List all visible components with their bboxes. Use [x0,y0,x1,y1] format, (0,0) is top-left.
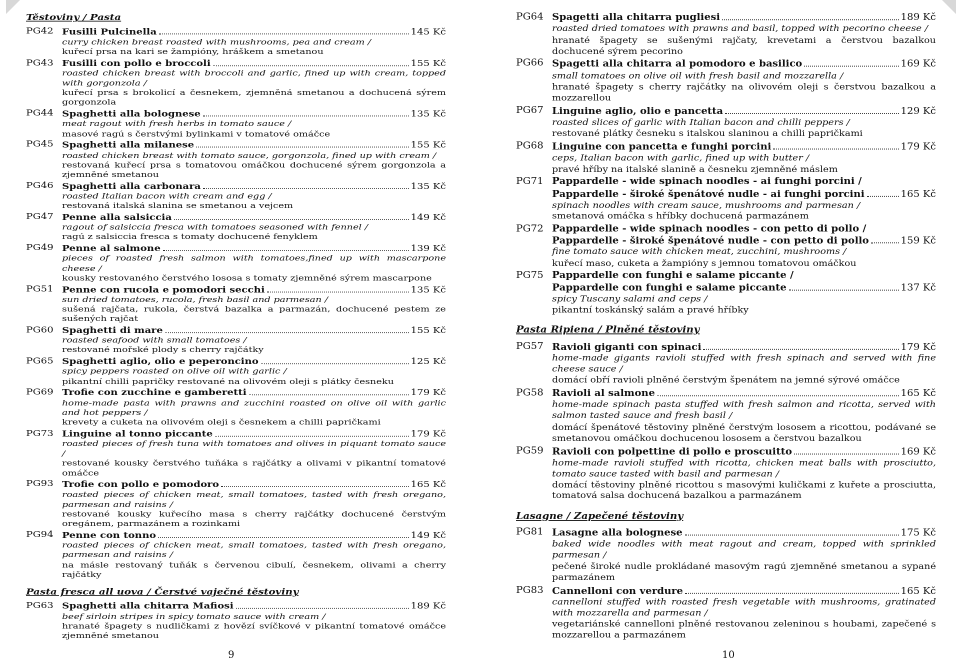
item-code: PG58 [516,387,544,398]
menu-item [516,388,936,445]
page-corner-fold [942,0,956,14]
right-page [496,0,956,669]
item-price: 145 Kč [410,28,446,37]
item-body [62,480,446,529]
leader-dots [794,446,899,454]
item-code: PG68 [516,141,544,152]
item-description-en: cannelloni stuffed with roasted fresh vegetable with mushrooms, gratinated with mozzarella and parmesan / [552,597,936,619]
item-body [552,388,936,445]
item-description-cz: restovaná italská slanina se smetanou a vejcem [62,201,294,211]
item-description-en: ceps, Italian bacon with garlic, fined up with butter / [552,153,810,164]
item-description-cz: kuřecí prsa na kari se žampióny, hráškem a smetanou [62,47,324,57]
leader-dots [804,59,898,67]
item-name: Fusilli con pollo e broccoli [62,59,211,69]
item-name: Cannelloni con verdure [552,586,684,597]
item-code: PG94 [26,530,54,540]
item-description-cz: restované kousky čerstvého tuňáka s rajčátky a olivami v pikantní tomatové omáčce [62,459,446,478]
item-body [62,285,446,325]
item-body [62,141,446,181]
item-description-cz: pikantní chilli papričky restované na olivovém oleji s plátky česneku [62,377,394,387]
item-heading [552,341,936,353]
menu-item [516,527,936,584]
item-code: PG81 [516,527,544,538]
menu-list-pasta-continued [516,12,936,316]
item-heading [62,429,446,440]
item-name: Lasagne alla bolognese [552,528,683,539]
item-code: PG72 [516,223,544,234]
item-heading [552,388,936,400]
item-price: 129 Kč [900,106,936,117]
item-price: 137 Kč [900,282,936,293]
item-name: Spagetti alla chitarra al pomodoro e basilico [552,59,803,70]
item-description-en: roasted dried tomatoes with prawns and basil, topped with pecorino cheese / [552,24,928,35]
item-heading [62,181,446,192]
item-heading [62,480,446,491]
item-price: 179 Kč [410,430,446,439]
item-description-cz: pečené široké nudle prokládané masovým ragú zjemněné smetanou a sypané parmazánem [552,561,936,583]
item-code: PG60 [26,325,54,335]
item-body [62,357,446,387]
item-code: PG64 [516,12,544,23]
leader-dots [725,106,899,114]
item-body [62,326,446,356]
leader-dots [685,585,899,593]
menu-item [26,59,446,108]
item-body [552,341,936,386]
item-description-en: roasted chicken breast with tomato sauce, gorgonzola, fined up with cream / [62,151,437,160]
item-description-cz: sušená rajčata, rukola, čerstvá bazalka a parmazán, dochucené pestem ze sušených rajčat [62,305,446,324]
leader-dots [249,388,409,395]
item-name: Spaghetti alla bolognese [62,110,201,119]
item-heading [552,59,936,71]
item-name: Pappardelle con funghi e salame piccante [552,282,787,293]
leader-dots [685,527,899,535]
item-price: 165 Kč [900,586,936,597]
item-price: 169 Kč [900,59,936,70]
leader-dots [159,27,409,34]
item-code: PG51 [26,284,54,294]
item-description-cz: krevety a cuketa na olivovém oleji s česnekem a chilli papričkami [62,418,381,428]
item-description-en: roasted chicken breast with broccoli and garlic, fined up with cream, topped with gorgonzola / [62,69,446,88]
page-number: 9 [228,650,235,661]
item-description-en: home-made ravioli stuffed with ricotta, chicken meat balls with prosciutto, tomato sauce tasted with basil and parmesan / [552,457,936,480]
item-description-cz: kuřecí maso, cuketa a žampióny s jemnou tomatovou omáčkou [552,258,857,269]
item-description-cz: restované kousky kuřecího masa s cherry rajčátky dochucené čerstvým oregánem, parmazánem a rozinkami [62,509,446,529]
item-name-en: Pappardelle - wide spinach noodles - ai funghi porcini / [552,176,862,188]
menu-item [26,602,446,642]
leader-dots [236,602,409,609]
item-description-cz: kuřecí prsa s brokolicí a česnekem, zjemněná smetanou a dochucená sýrem gorgonzola [62,88,446,108]
item-name: Spaghetti alla milanese [62,141,195,151]
leader-dots [867,188,899,196]
item-name: Spagetti alla chitarra pugliesi [552,12,721,23]
item-price: 175 Kč [900,528,936,539]
menu-item [516,177,936,223]
item-price: 165 Kč [410,480,446,490]
leader-dots [722,12,899,20]
item-code: PG75 [516,270,544,281]
leader-dots [657,388,899,396]
menu-item [26,181,446,211]
item-body [62,388,446,428]
menu-item [26,285,446,325]
item-name: Spaghetti di mare [62,326,163,336]
menu-item [26,27,446,57]
item-code: PG42 [26,27,54,37]
menu-item [26,141,446,181]
item-price: 179 Kč [410,389,446,398]
menu-item [26,531,446,580]
item-body [552,446,936,503]
item-description-en: home-made gigants ravioli stuffed with fresh spinach and served with fine cheese sauce / [552,353,936,375]
item-name: Ravioli al salmone [552,388,655,399]
item-price: 179 Kč [900,142,936,153]
leader-dots [871,235,899,243]
item-body [552,224,936,270]
item-body [552,106,936,140]
menu-item [516,341,936,386]
item-price: 149 Kč [410,531,446,541]
item-description-cz: hranaté špagety s nudličkami z hovězí svíčkové v pikantní tomatové omáčce zjemněné smetanou [62,622,446,641]
item-code: PG47 [26,212,54,222]
item-name: Trofie con zucchine e gamberetti [62,389,247,398]
item-price: 169 Kč [900,446,936,457]
item-body [552,177,936,223]
item-price: 149 Kč [410,213,446,223]
item-body [62,181,446,211]
item-description-en: home-made spinach pasta stuffed with fresh salmon and ricotta, served with salmon tasted sauce and fresh basil / [552,400,936,422]
item-name: Spaghetti alla chitarra Mafiosi [62,602,234,612]
item-heading [62,602,446,613]
item-description-en: sun dried tomatoes, rucola, fresh basil and parmesan / [62,295,328,305]
item-name: Linguine al tonno piccante [62,430,213,439]
menu-item [26,109,446,139]
item-price: 155 Kč [410,326,446,336]
item-code: PG71 [516,176,544,188]
item-heading [552,527,936,539]
item-description-cz: kousky restovaného čerstvého lososa s tomaty zjemněné sýrem mascarpone [62,273,432,283]
item-name: Linguine aglio, olio e pancetta [552,106,724,117]
item-description-cz: na másle restovaný tuňák s červenou cibulí, česnekem, olivami a cherry rajčátky [62,560,446,580]
page-number: 10 [722,650,735,661]
item-description-cz: masové ragú s čerstvými bylinkami v tomatové omáčce [62,129,331,139]
item-description-en: small tomatoes on olive oil with fresh basil and mozzarella / [552,70,844,81]
item-body [552,527,936,584]
item-body [62,213,446,243]
item-body [62,531,446,580]
item-name: Spaghetti aglio, olio e peperoncino [62,357,259,367]
item-heading [62,109,446,120]
item-body [62,27,446,57]
left-page [6,0,466,669]
item-body [62,602,446,642]
item-body [552,271,936,317]
item-description-en: beef sirloin stripes in spicy tomato sauce with cream / [62,612,326,622]
item-description-en: meat ragout with fresh herbs in tomato sauce / [62,119,292,129]
item-price: 189 Kč [410,602,446,612]
leader-dots [703,341,898,349]
item-description-en: pieces of roasted fresh salmon with tomatoes,fined up with mascarpone cheese / [62,254,446,274]
item-description-en: baked wide noodles with meat ragout and cream, topped with sprinkled parmesan / [552,539,936,561]
item-code: PG44 [26,109,54,119]
item-name: Spaghetti alla carbonara [62,182,201,192]
section-title-pasta: Těstoviny / Pasta [26,12,122,23]
item-code: PG66 [516,58,544,69]
menu-list-pasta [26,27,446,580]
menu-list-lasagne [516,527,936,641]
item-description-en: roasted pieces of fresh tuna with tomatoes and olives in piquant tomato sauce / [62,439,446,459]
item-name: Penne alla salsiccia [62,213,172,223]
menu-item [26,244,446,284]
leader-dots [213,59,409,66]
item-price: 135 Kč [410,285,446,295]
item-description-cz: pikantní toskánský salám a pravé hříbky [552,305,749,316]
item-price: 165 Kč [900,189,936,200]
item-body [552,12,936,57]
right-page-content [516,12,936,643]
menu-item [26,357,446,387]
item-body [62,429,446,478]
menu-list-pasta-ripiena [516,341,936,502]
item-description-en: roasted seafood with small tomatoes / [62,336,247,346]
item-price: 155 Kč [410,59,446,69]
item-description-en: curry chicken breast roasted with mushrooms, pea and cream / [62,37,372,47]
item-description-cz: hranaté špagety s cherry rajčátky na olivovém oleji s čerstvou bazalkou a mozzarellou [552,82,936,104]
item-price: 135 Kč [410,182,446,192]
menu-item [516,12,936,57]
item-name: Ravioli giganti con spinaci [552,342,702,353]
item-heading [552,235,936,247]
item-price: 139 Kč [410,244,446,254]
item-heading [552,188,936,200]
item-heading [552,12,936,24]
item-name: Ravioli con polpettine di pollo e proscuitto [552,446,793,457]
menu-item [516,224,936,270]
menu-item [26,480,446,529]
item-description-en: roasted pieces of chicken meat, small tomatoes, tasted with fresh oregano, parmesan and raisins / [62,541,446,560]
leader-dots [261,357,409,364]
item-description-en: spicy Tuscany salami and ceps / [552,294,708,305]
item-description-en: roasted pieces of chicken meat, small tomatoes, tasted with fresh oregano, parmesan and raisins / [62,490,446,510]
item-name: Trofie con pollo e pomodoro [62,480,220,490]
item-body [62,244,446,284]
item-description-cz: domácí těstoviny plněné ricottou s masovými kuličkami z kuřete a prosciutta, tomatová salsa dochucená bazalkou a parmazánem [552,480,936,502]
menu-item [516,585,936,642]
item-heading [552,446,936,458]
item-code: PG63 [26,601,54,611]
item-body [552,141,936,175]
menu-item [26,388,446,428]
item-price: 165 Kč [900,388,936,399]
item-body [62,109,446,139]
item-code: PG57 [516,341,544,352]
menu-item [26,213,446,243]
leader-dots [174,213,409,220]
item-heading [62,244,446,255]
item-description-cz: hranaté špagety se sušenými rajčaty, krevetami a čerstvou bazalkou dochucené sýrem pecorino [552,35,936,57]
leader-dots [196,141,408,148]
item-heading [62,285,446,296]
item-description-en: fine tomato sauce with chicken meat, zucchini, mushrooms / [552,247,847,258]
section-title-lasagne: Lasagne / Zapečené těstoviny [516,510,684,522]
left-page-content [26,12,446,643]
item-code: PG67 [516,105,544,116]
item-heading [62,141,446,152]
menu-item [516,271,936,317]
item-name: Penne al salmone [62,244,161,254]
leader-dots [789,282,899,290]
item-heading [62,27,446,38]
item-heading [62,326,446,337]
item-description-en: spicy peppers roasted on olive oil with garlic / [62,367,287,377]
leader-dots [158,531,409,538]
item-description-cz: pravé hříby na italské slanině a česneku zjemněné máslem [552,164,838,175]
item-heading [552,282,936,294]
item-name: Pappardelle - široké špenátové nudle - ai funghi porcini [552,189,865,200]
page-corner-fold [6,0,20,14]
item-description-cz: ragú z salsiccia fresca s tomaty dochucené fenyklem [62,233,318,242]
leader-dots [221,480,409,487]
item-name: Penne con tonno [62,531,157,541]
item-code: PG65 [26,357,54,366]
leader-dots [203,109,409,116]
leader-dots [163,244,409,251]
item-code: PG69 [26,388,54,398]
item-heading [552,141,936,153]
leader-dots [267,285,409,292]
item-heading [552,106,936,118]
item-code: PG43 [26,58,54,68]
item-heading [62,531,446,542]
item-heading [62,59,446,70]
item-description-en: spinach noodles with cream sauce, mushrooms and parmesan / [552,200,861,211]
menu-item [516,141,936,175]
item-heading [552,585,936,597]
item-price: 155 Kč [410,141,446,151]
menu-item [516,106,936,140]
item-code: PG93 [26,479,54,489]
leader-dots [773,141,898,149]
menu-item [26,326,446,356]
item-description-cz: restované mořské plody s cherry rajčátky [62,346,264,355]
item-description-cz: smetanová omáčka s hříbky dochucená parmazánem [552,211,809,222]
item-name: Penne con rucola e pomodori secchi [62,285,265,295]
item-price: 189 Kč [900,12,936,23]
item-heading [62,213,446,224]
section-title-pasta-ripiena: Pasta Ripiena / Plněné těstoviny [516,324,700,336]
item-code: PG73 [26,429,54,439]
item-description-en: roasted Italian bacon with cream and egg / [62,192,272,201]
item-description-cz: vegetariánské cannelloni plněné restovanou zeleninou s houbami, zapečené s mozzarellou a parmazánem [552,619,936,641]
item-description-cz: domácí obří ravioli plněné čerstvým špenátem na jemné sýrové omáčce [552,375,900,386]
item-price: 125 Kč [410,357,446,367]
item-code: PG46 [26,181,54,191]
item-name: Fusilli Pulcinella [62,28,157,37]
item-code: PG59 [516,445,544,456]
menu-item [516,59,936,104]
item-body [552,585,936,642]
item-price: 135 Kč [410,110,446,119]
item-body [62,59,446,108]
item-name-en: Pappardelle con funghi e salame piccante / [552,270,794,281]
item-description-cz: domácí špenátové těstoviny plněné čerstvým lososem a ricottou, podávané se smetanovou omáčkou dochucenou lososem a čerstvou bazalkou [552,422,936,444]
item-code: PG49 [26,243,54,253]
item-description-cz: restovaná kuřecí prsa s tomatovou omáčkou dochucené sýrem gorgonzola a zjemněné smetanou [62,160,446,180]
menu-item [26,429,446,478]
item-code: PG83 [516,585,544,596]
item-description-cz: restované plátky česneku s italskou slaninou a chilli papričkami [552,128,863,139]
menu-list-pasta-fresca [26,602,446,642]
item-name: Pappardelle - široké špenátové nudle - con petto di pollo [552,235,869,247]
menu-item [516,446,936,503]
item-price: 179 Kč [900,342,936,353]
item-name-en: Pappardelle - wide spinach noodles - con petto di pollo / [552,223,867,234]
leader-dots [165,326,409,333]
item-heading [62,357,446,368]
item-description-en: home-made pasta with prawns and zucchini roasted on olive oil with garlic and hot peppers / [62,398,446,418]
item-price: 159 Kč [900,235,936,247]
item-code: PG45 [26,140,54,150]
leader-dots [203,181,409,188]
section-title-pasta-fresca: Pasta fresca all uova / Čerstvé vaječné těstoviny [26,587,299,597]
item-name: Linguine con pancetta e funghi porcini [552,142,772,153]
item-body [552,59,936,104]
leader-dots [215,429,409,436]
item-description-en: roasted slices of garlic with Italian bacon and chilli peppers / [552,117,850,128]
item-description-en: ragout of salsiccia fresca with tomatoes seasoned with fennel / [62,223,368,233]
item-heading [62,388,446,399]
